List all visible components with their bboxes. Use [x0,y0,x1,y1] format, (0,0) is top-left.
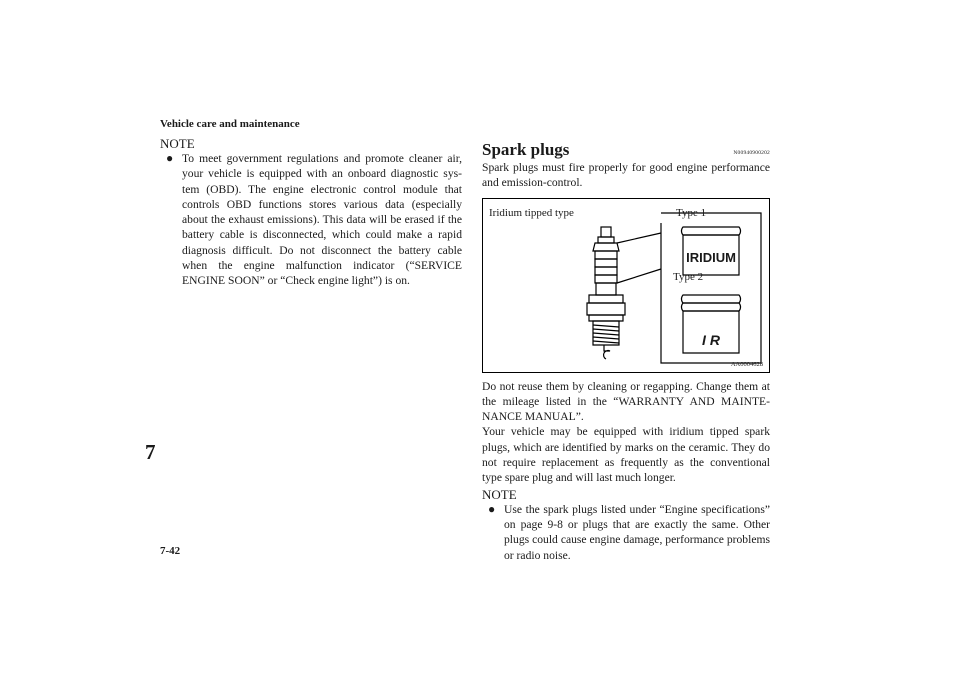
bullet-icon: ● [166,151,174,165]
paragraph-regapping: Do not reuse them by cleaning or regapping. Change them at the mileage listed in the “WARRANTY AND MAINTE- NANCE MANUAL”. [482,379,770,424]
figure-label-main: Iridium tipped type [489,206,574,219]
figure-label-type2: Type 2 [673,270,704,283]
plug-hex-nut [589,295,623,303]
ir-mark: I R [702,331,720,348]
insulator-type2 [681,295,740,303]
spark-plug-figure [482,198,770,373]
chapter-tab: 7 [145,440,156,464]
figure-code: AA0004628 [730,360,763,368]
bullet-icon: ● [488,501,496,516]
figure-label-type1: Type 1 [676,206,707,219]
running-header: Vehicle care and maintenance [160,118,300,130]
page-number: 7-42 [160,545,181,557]
paragraph-iridium: Your vehicle may be equipped with iridium tipped spark plugs, which are identified by marks on the ceramic. They do not require replacement as frequently as the conventional type spare plug and will last much longer. [482,425,770,485]
note-label: NOTE [160,136,195,151]
note-item [160,151,462,289]
note-label: NOTE [482,486,517,502]
section-heading [482,140,770,160]
plug-terminal [601,227,611,237]
iridium-mark: IRIDIUM [686,249,736,265]
insulator-type1 [681,227,740,235]
note-text: Use the spark plugs listed under “Engine specifications” on page 9-8 or plugs that are exactly the same. Other plugs could cause engine damage, performance problems or radio noise. [504,502,770,562]
note-text: To meet government regulations and promote cleaner air, your vehicle is equipped with an onboard diagnostic sys- tem (OBD). The engine electronic control module that controls OBD functions stores various data (especially about the exhaust emissions). This data will be erased if the battery cable is disconnected, which could make a rapid diagnosis difficult. Do not disconnect the battery cable when the engine malfunction indicator (“SERVICE ENGINE SOON” or “Check engine light”) is on. [182,152,462,288]
left-column [160,137,462,289]
section-title: Spark plugs [482,140,570,159]
intro-paragraph: Spark plugs must fire properly for good engine performance and emission-control. [482,161,770,190]
note-item [482,502,770,563]
right-column [482,140,770,563]
section-code: N00940900202 [733,150,770,156]
